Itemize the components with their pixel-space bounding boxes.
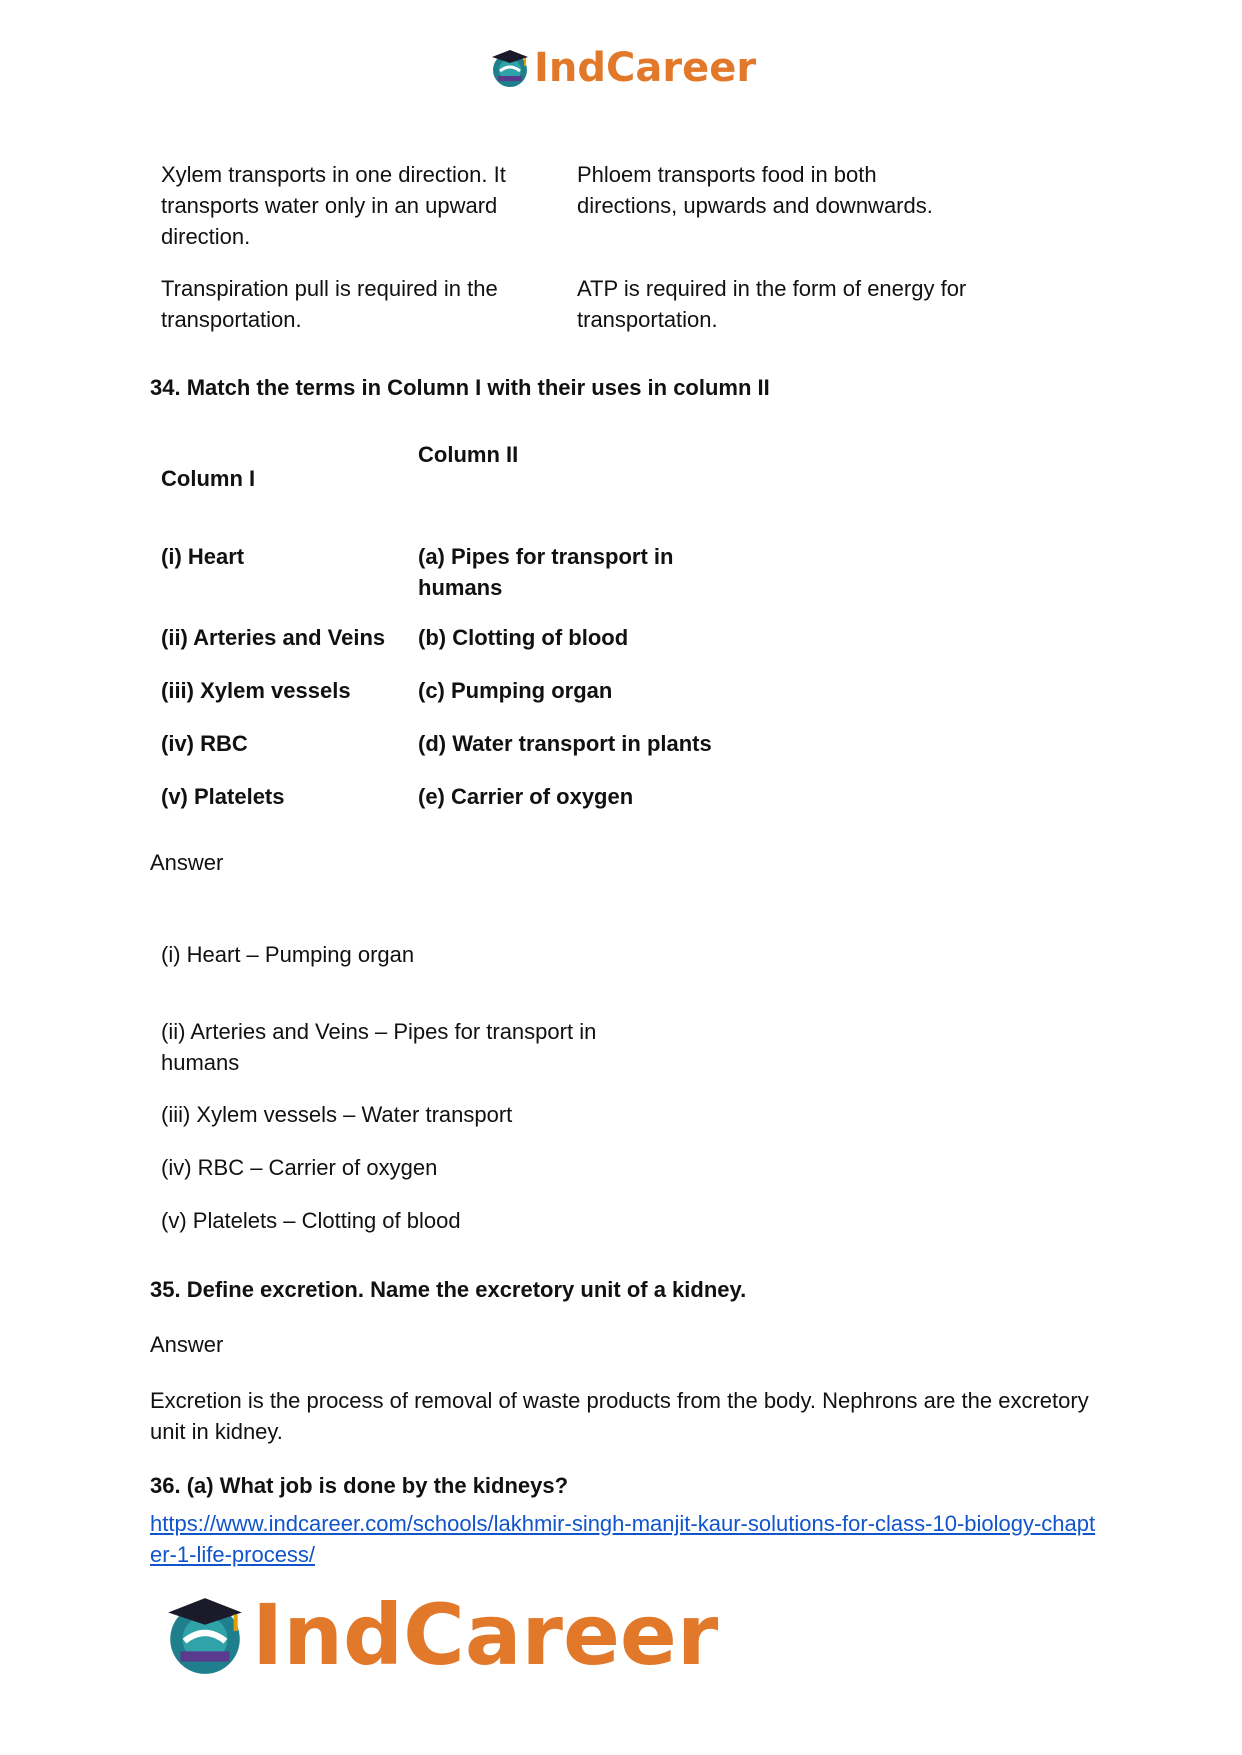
column-2-header: Column II (418, 442, 519, 467)
answer-label-34: Answer (150, 850, 224, 875)
answer-34-item-2: (ii) Arteries and Veins – Pipes for transport in humans (161, 1019, 597, 1075)
footer-logo (160, 1580, 718, 1690)
question-35: 35. Define excretion. Name the excretory unit of a kidney. (150, 1277, 747, 1302)
answer-34-item-5: (v) Platelets – Clotting of blood (161, 1208, 461, 1233)
match-row-4-term: (iv) RBC (161, 731, 248, 756)
header-logo (488, 40, 756, 96)
answer-34-item-3: (iii) Xylem vessels – Water transport (161, 1102, 513, 1127)
match-row-2-term: (ii) Arteries and Veins (161, 625, 386, 650)
graduation-globe-icon (160, 1590, 250, 1680)
match-row-2-use: (b) Clotting of blood (418, 625, 629, 650)
answer-34-item-4: (iv) RBC – Carrier of oxygen (161, 1155, 438, 1180)
column-1-header: Column I (161, 466, 256, 491)
match-row-5-term: (v) Platelets (161, 784, 285, 809)
header-logo-text: IndCareer (534, 45, 757, 91)
answer-35-text: Excretion is the process of removal of waste products from the body. Nephrons are the excretory unit in kidney. (150, 1388, 1089, 1444)
phloem-cell-1: Phloem transports food in both directions, upwards and downwards. (577, 162, 933, 218)
match-row-1-use: (a) Pipes for transport in humans (418, 544, 674, 600)
match-row-3-term: (iii) Xylem vessels (161, 678, 351, 703)
question-36: 36. (a) What job is done by the kidneys? (150, 1473, 569, 1498)
answer-34-item-1: (i) Heart – Pumping organ (161, 942, 415, 967)
match-row-4-use: (d) Water transport in plants (418, 731, 712, 756)
xylem-cell-2: Transpiration pull is required in the transportation. (161, 276, 498, 332)
answer-label-35: Answer (150, 1332, 224, 1357)
match-row-3-use: (c) Pumping organ (418, 678, 613, 703)
footer-logo-text: IndCareer (252, 1586, 719, 1684)
match-row-1-term: (i) Heart (161, 544, 245, 569)
match-row-5-use: (e) Carrier of oxygen (418, 784, 634, 809)
xylem-cell-1: Xylem transports in one direction. It transports water only in an upward direction. (161, 162, 506, 249)
source-link[interactable]: https://www.indcareer.com/schools/lakhmir-singh-manjit-kaur-solutions-for-class-10-biology-chapter-1-life-process/ (150, 1511, 1096, 1567)
question-34: 34. Match the terms in Column I with their uses in column II (150, 375, 770, 400)
graduation-globe-icon (488, 46, 532, 90)
phloem-cell-2: ATP is required in the form of energy for transportation. (577, 276, 967, 332)
